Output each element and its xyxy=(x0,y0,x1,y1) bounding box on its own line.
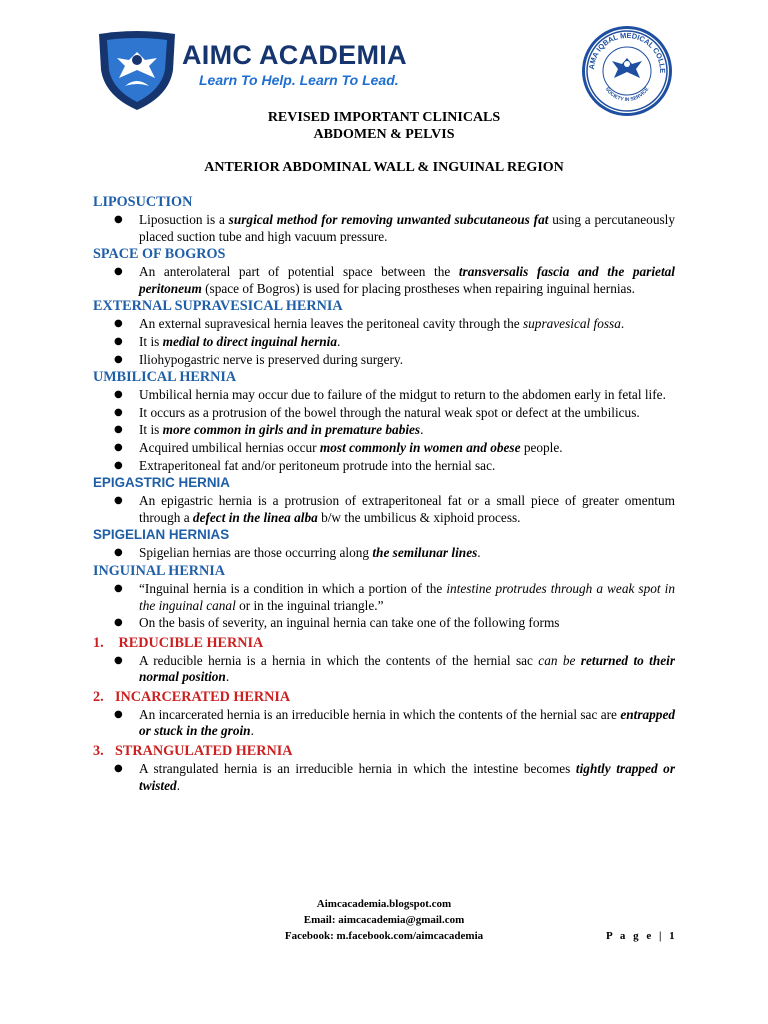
section-heading: EPIGASTRIC HERNIA xyxy=(93,475,230,491)
bullet-list xyxy=(93,653,675,686)
list-item: ● An incarcerated hernia is an irreducible hernia in which the contents of the hernial sac are entrapped or stuck in the groin. xyxy=(93,707,675,740)
list-item: ● It is more common in girls and in premature babies. xyxy=(93,422,675,439)
bullet-list xyxy=(93,387,675,474)
list-item: ● It occurs as a protrusion of the bowel through the natural weak spot or defect at the umbilicus. xyxy=(93,405,675,422)
footer-facebook: Facebook: m.facebook.com/aimcacademia xyxy=(284,930,484,942)
section-heading: EXTERNAL SUPRAVESICAL HERNIA xyxy=(93,298,343,315)
list-item: ● Spigelian hernias are those occurring along the semilunar lines. xyxy=(93,545,675,562)
content-body xyxy=(93,193,675,795)
list-item: ● Extraperitoneal fat and/or peritoneum protrude into the hernial sac. xyxy=(93,458,675,475)
bullet-list xyxy=(93,545,675,562)
list-item: ● It is medial to direct inguinal hernia. xyxy=(93,334,675,351)
footer-blog: Aimcacademia.blogspot.com xyxy=(316,898,452,910)
section-heading: INGUINAL HERNIA xyxy=(93,562,226,579)
list-item: ● An epigastric hernia is a protrusion of extraperitoneal fat or a small piece of greater omentum through a defect in the linea alba b/w the umbilicus & xiphoid process. xyxy=(93,493,675,526)
section-heading: SPACE OF BOGROS xyxy=(93,246,226,263)
title-line-2: ABDOMEN & PELVIS xyxy=(313,127,455,142)
aimc-shield-logo xyxy=(95,30,179,117)
list-item: ● Umbilical hernia may occur due to failure of the midgut to return to the abdomen early in fetal life. xyxy=(93,387,675,404)
brand-title: AIMC ACADEMIA xyxy=(182,40,407,70)
section-heading: UMBILICAL HERNIA xyxy=(93,369,237,386)
footer-email: Email: aimcacademia@gmail.com xyxy=(303,914,465,926)
title-line-1: REVISED IMPORTANT CLINICALS xyxy=(267,110,501,125)
section-heading: LIPOSUCTION xyxy=(93,194,193,210)
list-item: ● A reducible hernia is a hernia in which the contents of the hernial sac can be returned to their normal position. xyxy=(93,653,675,686)
bullet-list xyxy=(93,493,675,526)
numbered-heading: 1. REDUCIBLE HERNIA xyxy=(93,634,264,651)
brand-tagline: Learn To Help. Learn To Lead. xyxy=(199,72,399,88)
list-item: ● A strangulated hernia is an irreducible hernia in which the intestine becomes tightly trapped or twisted. xyxy=(93,761,675,794)
section-heading: SPIGELIAN HERNIAS xyxy=(93,527,230,543)
bullet-list xyxy=(93,761,675,794)
bullet-list xyxy=(93,264,675,297)
list-item: ● Iliohypogastric nerve is preserved during surgery. xyxy=(93,352,675,369)
list-item: ● On the basis of severity, an inguinal hernia can take one of the following forms xyxy=(93,615,675,632)
list-item: ● “Inguinal hernia is a condition in which a portion of the intestine protrudes through a weak spot in the inguinal canal or in the inguinal triangle.” xyxy=(93,581,675,614)
bullet-list xyxy=(93,212,675,245)
bullet-list xyxy=(93,581,675,632)
bullet-list xyxy=(93,316,675,368)
list-item: ● An anterolateral part of potential space between the transversalis fascia and the parietal peritoneum (space of Bogros) is used for placing prostheses when repairing inguinal hernias. xyxy=(93,264,675,297)
bullet-list xyxy=(93,707,675,740)
title-line-3: ANTERIOR ABDOMINAL WALL & INGUINAL REGION xyxy=(204,160,564,175)
list-item: ● An external supravesical hernia leaves the peritoneal cavity through the supravesical fossa. xyxy=(93,316,675,333)
list-item: ● Liposuction is a surgical method for removing unwanted subcutaneous fat using a percutaneously placed suction tube and high vacuum pressure. xyxy=(93,212,675,245)
seal-motto: SOCIETY IN SERVICE xyxy=(603,86,651,104)
seal-text: AMA IQBAL MEDICAL COLLE xyxy=(586,30,668,74)
list-item: ● Acquired umbilical hernias occur most commonly in women and obese people. xyxy=(93,440,675,457)
college-seal-logo xyxy=(580,24,674,123)
page-number: P a g e | 1 xyxy=(606,930,678,942)
numbered-heading: 2. INCARCERATED HERNIA xyxy=(93,688,291,705)
numbered-heading: 3. STRANGULATED HERNIA xyxy=(93,743,293,760)
